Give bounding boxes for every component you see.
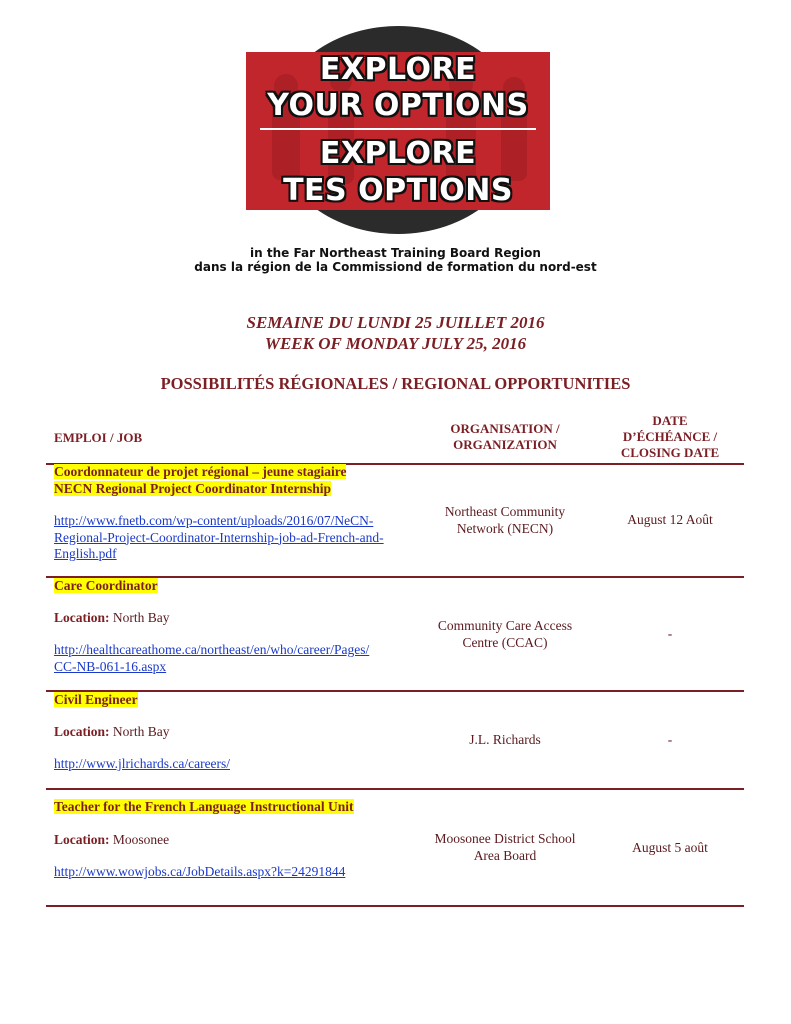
job-title-fr: Coordonnateur de projet régional – jeune stagiaire: [54, 464, 347, 479]
header-organization: [420, 421, 590, 453]
table-rule: [46, 788, 744, 790]
closing-date-1: August 12 Août: [627, 512, 713, 527]
org-2-line1: Community Care Access: [437, 618, 573, 633]
logo-divider: [260, 128, 536, 130]
header-date-line3: CLOSING DATE: [620, 445, 720, 460]
closing-date-3: -: [667, 732, 673, 747]
org-4-line2: Area Board: [473, 847, 537, 863]
job-link-4-text[interactable]: http://www.wowjobs.ca/JobDetails.aspx?k=24291844: [54, 864, 346, 879]
organization-4: [420, 831, 590, 864]
job-link-4[interactable]: [54, 864, 414, 881]
section-title: POSSIBILITÉS RÉGIONALES / REGIONAL OPPORTUNITIES: [160, 374, 631, 393]
job-link-2-line1[interactable]: http://healthcareathome.ca/northeast/en/who/career/Pages/: [54, 642, 370, 657]
job-title: Teacher for the French Language Instructional Unit: [54, 799, 354, 814]
organization-1: [420, 504, 590, 537]
location-value: Moosonee: [112, 832, 170, 847]
job-link-1-line1[interactable]: http://www.fnetb.com/wp-content/uploads/2016/07/NeCN-: [54, 513, 374, 528]
location-label: Location:: [54, 832, 110, 847]
explore-your-options-logo: [246, 26, 550, 234]
logo-line-4: TES OPTIONS: [283, 173, 513, 208]
logo-line-2: YOUR OPTIONS: [267, 88, 529, 123]
table-row-2-title: [54, 578, 414, 595]
job-link-1-line3[interactable]: English.pdf: [54, 546, 117, 561]
header-closing-date: [600, 413, 740, 461]
job-link-2-line2[interactable]: CC-NB-061-16.aspx: [54, 658, 167, 674]
location-label: Location:: [54, 610, 110, 625]
organization-3: J.L. Richards: [469, 732, 541, 747]
header-org-line2: ORGANIZATION: [453, 437, 557, 452]
logo-line-1: EXPLORE: [319, 52, 477, 87]
org-1-line2: Network (NECN): [456, 520, 554, 536]
job-title: Care Coordinator: [54, 578, 158, 593]
closing-date-2: -: [667, 626, 673, 641]
location-value: North Bay: [112, 724, 170, 739]
job-link-3-text[interactable]: http://www.jlrichards.ca/careers/: [54, 756, 231, 771]
org-4-line1: Moosonee District School: [434, 831, 576, 846]
job-title: Civil Engineer: [54, 692, 138, 707]
table-row-1-title: [54, 464, 414, 497]
location-label: Location:: [54, 724, 110, 739]
job-location-4: [54, 832, 414, 849]
week-heading-fr: SEMAINE DU LUNDI 25 JUILLET 2016: [246, 313, 545, 332]
closing-date-4: August 5 août: [632, 840, 708, 855]
organization-2: [420, 618, 590, 651]
subtitle-en: in the Far Northeast Training Board Region: [250, 246, 541, 260]
header-job: EMPLOI / JOB: [54, 430, 143, 445]
job-link-3[interactable]: [54, 756, 414, 773]
job-title-en: NECN Regional Project Coordinator Internship: [54, 480, 331, 496]
job-link-2[interactable]: [54, 642, 414, 675]
org-2-line2: Centre (CCAC): [462, 634, 548, 650]
org-1-line1: Northeast Community: [444, 504, 566, 519]
week-heading-en: WEEK OF MONDAY JULY 25, 2016: [264, 334, 527, 353]
location-value: North Bay: [112, 610, 170, 625]
header-date-line1: DATE: [652, 413, 688, 428]
header-org-line1: ORGANISATION /: [450, 421, 560, 436]
logo-line-3: EXPLORE: [319, 136, 477, 171]
job-location-2: [54, 610, 414, 627]
table-row-4-title: [54, 799, 414, 816]
job-location-3: [54, 724, 414, 741]
subtitle-fr: dans la région de la Commissiond de formation du nord-est: [194, 260, 597, 274]
table-row-3-title: [54, 692, 414, 709]
header-date-line2: D’ÉCHÉANCE /: [622, 429, 718, 444]
job-link-1-line2[interactable]: Regional-Project-Coordinator-Internship-job-ad-French-and-: [54, 529, 384, 545]
table-rule: [46, 905, 744, 907]
job-link-1[interactable]: [54, 513, 414, 563]
